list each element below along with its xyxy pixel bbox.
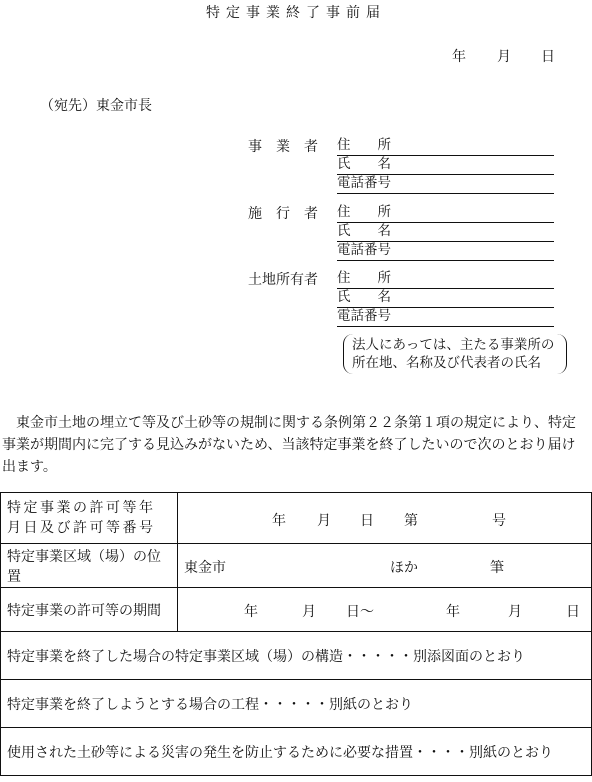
applicant-phone-field[interactable]: 電話番号 <box>337 174 554 194</box>
document-title: 特定事業終了事前届 <box>206 5 386 21</box>
table-row <box>1 588 592 632</box>
role-landowner: 土地所有者 <box>248 272 318 288</box>
contractor-address-field[interactable]: 住 所 <box>337 203 554 223</box>
role-applicant: 事 業 者 <box>248 139 318 155</box>
role-contractor: 施 行 者 <box>248 206 318 222</box>
corporate-note: 法人にあっては、主たる事業所の所在地、名称及び代表者の氏名 <box>343 334 567 374</box>
permit-month: 月 <box>317 513 331 529</box>
table-row <box>1 680 592 728</box>
period-end-month: 月 <box>508 604 522 620</box>
period-start-day: 日～ <box>346 604 374 620</box>
permit-year: 年 <box>272 513 286 529</box>
permit-day: 日 <box>360 513 374 529</box>
date-month: 月 <box>497 49 511 65</box>
location-label: 特定事業区域（場）の位置 <box>1 544 178 588</box>
date-day: 日 <box>541 49 555 65</box>
landowner-name-field[interactable]: 氏 名 <box>337 288 554 308</box>
permit-go: 号 <box>492 513 506 529</box>
permit-dai: 第 <box>404 513 418 529</box>
applicant-address-field[interactable]: 住 所 <box>337 136 554 156</box>
contractor-name-field[interactable]: 氏 名 <box>337 222 554 242</box>
permit-date-number-cell[interactable] <box>178 493 592 544</box>
body-text: 東金市土地の埋立て等及び土砂等の規制に関する条例第２２条第１項の規定により、特定事業が期間内に完了する見込みがないため、当該特定事業を終了したいので次のとおり届け出ます。 <box>2 415 576 475</box>
date-year: 年 <box>452 49 466 65</box>
landowner-address-field[interactable]: 住 所 <box>337 269 554 289</box>
location-hitsu: 筆 <box>490 560 504 576</box>
location-hoka: ほか <box>390 560 418 576</box>
location-cell[interactable] <box>178 544 592 588</box>
landowner-phone-field[interactable]: 電話番号 <box>337 307 554 327</box>
table-row <box>1 632 592 680</box>
table-row <box>1 728 592 776</box>
period-end-day: 日 <box>566 604 580 620</box>
period-end-year: 年 <box>446 604 460 620</box>
process-row: 特定事業を終了しようとする場合の工程・・・・・別紙のとおり <box>1 680 592 728</box>
disaster-prevention-row: 使用された土砂等による災害の発生を防止するために必要な措置・・・・別紙のとおり <box>1 728 592 776</box>
table-row <box>1 544 592 588</box>
applicant-name-field[interactable]: 氏 名 <box>337 155 554 175</box>
permit-date-number-label: 特定事業の許可等年月日及び許可等番号 <box>1 493 178 544</box>
period-start-month: 月 <box>302 604 316 620</box>
addressee: （宛先）東金市長 <box>40 98 152 114</box>
table-row <box>1 493 592 544</box>
permit-period-cell[interactable] <box>178 588 592 632</box>
period-start-year: 年 <box>244 604 258 620</box>
location-city: 東金市 <box>184 560 226 576</box>
permit-period-label: 特定事業の許可等の期間 <box>1 588 178 632</box>
structure-row: 特定事業を終了した場合の特定事業区域（場）の構造・・・・・別添図面のとおり <box>1 632 592 680</box>
form-table <box>0 492 592 776</box>
contractor-phone-field[interactable]: 電話番号 <box>337 241 554 261</box>
